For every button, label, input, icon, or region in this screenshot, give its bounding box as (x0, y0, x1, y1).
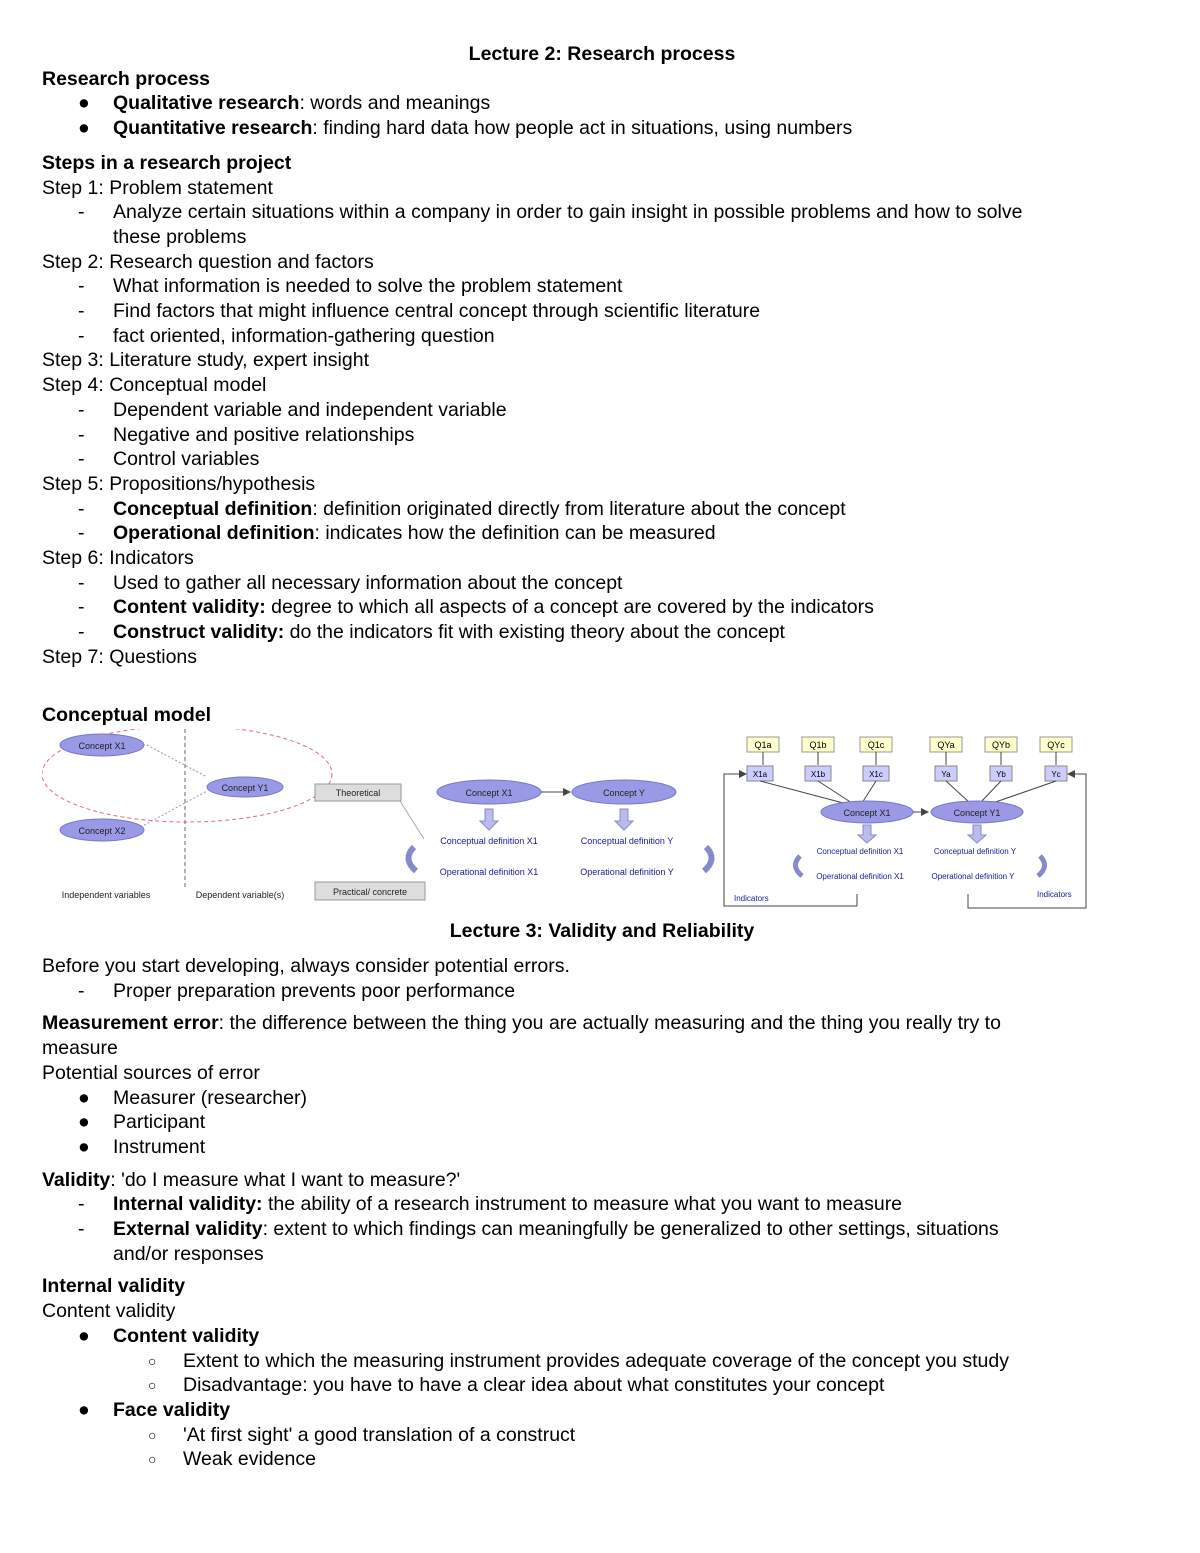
sub-list-item: ○ Disadvantage: you have to have a clear idea about what constitutes your concept (148, 1374, 885, 1397)
list-item: - fact oriented, information-gathering question (78, 324, 495, 347)
steps-heading: Steps in a research project (42, 151, 292, 174)
concept-x2-label: Concept X2 (78, 826, 126, 837)
concept-y-label: Concept Y (603, 788, 645, 799)
list-item: - Find factors that might influence central concept through scientific literature (78, 300, 761, 323)
list-item-continuation: these problems (113, 225, 247, 248)
concept-y1-label: Concept Y1 (221, 783, 269, 794)
measurement-error-cont: measure (42, 1037, 118, 1060)
curved-arrow-icon (1038, 856, 1045, 876)
list-item: - External validity: extent to which findings can meaningfully be generalized to other settings, situations (78, 1218, 999, 1241)
operational-def-x1: Operational definition X1 (816, 872, 904, 882)
theoretical-label: Theoretical (335, 788, 381, 799)
list-item: - Operational definition: indicates how the definition can be measured (78, 522, 716, 545)
list-item: - Content validity: degree to which all aspects of a concept are covered by the indicators (78, 596, 874, 619)
research-process-heading: Research process (42, 67, 211, 90)
measurement-error: Measurement error: the difference between the thing you are actually measuring and the thing you really try to (42, 1012, 1001, 1035)
operational-def-y: Operational definition Y (931, 872, 1015, 882)
intro-text: Before you start developing, always consider potential errors. (42, 954, 570, 977)
list-item-continuation: and/or responses (113, 1242, 264, 1265)
list-item: - Analyze certain situations within a company in order to gain insight in possible problems and how to solve (78, 201, 1023, 224)
list-item: ● Face validity (78, 1398, 231, 1421)
q-box-label: QYc (1047, 740, 1065, 751)
diagram-definitions (315, 780, 712, 900)
q-box-label: Q1b (809, 740, 827, 751)
list-item: ● Instrument (78, 1135, 206, 1158)
x-box-label: X1a (752, 770, 768, 780)
list-item: - Construct validity: do the indicators fit with existing theory about the concept (78, 621, 785, 644)
list-item: - Proper preparation prevents poor performance (78, 979, 516, 1002)
conceptual-def-y: Conceptual definition Y (580, 836, 674, 847)
list-item: - Used to gather all necessary information about the concept (78, 571, 623, 594)
curved-arrow-icon (704, 847, 712, 871)
step-7: Step 7: Questions (42, 645, 198, 668)
practical-label: Practical/ concrete (332, 887, 408, 898)
list-item: ● Measurer (researcher) (78, 1086, 307, 1109)
lecture3-title: Lecture 3: Validity and Reliability (449, 920, 755, 943)
list-item: ● Quantitative research: finding hard data how people act in situations, using numbers (78, 117, 853, 140)
step-5: Step 5: Propositions/hypothesis (42, 472, 316, 495)
indicators-left-label: Indicators (734, 894, 769, 904)
step-3: Step 3: Literature study, expert insight (42, 349, 369, 372)
sub-list-item: ○ 'At first sight' a good translation of a construct (148, 1423, 576, 1446)
x-box-label: X1b (810, 770, 826, 780)
y-box-label: Ya (941, 770, 951, 780)
down-arrow-icon (968, 825, 986, 843)
list-item: - What information is needed to solve the problem statement (78, 275, 623, 298)
conceptual-model-heading: Conceptual model (42, 703, 212, 726)
y-box-label: Yb (996, 770, 1006, 780)
diagram-independent-dependent (42, 729, 332, 900)
conceptual-def-x1: Conceptual definition X1 (440, 836, 538, 847)
list-item: - Internal validity: the ability of a research instrument to measure what you want to measure (78, 1193, 903, 1216)
list-item: ● Participant (78, 1111, 206, 1134)
y-box-label: Yc (1051, 770, 1061, 780)
step-1: Step 1: Problem statement (42, 176, 273, 199)
indicators-right-label: Indicators (1037, 890, 1072, 900)
lecture2-title: Lecture 2: Research process (468, 43, 736, 65)
conceptual-model-svg (42, 729, 1162, 919)
list-item: ● Content validity (78, 1324, 260, 1347)
down-arrow-icon (858, 825, 876, 843)
q-box-label: QYb (991, 740, 1011, 751)
sources-heading: Potential sources of error (42, 1061, 260, 1084)
step-4: Step 4: Conceptual model (42, 374, 267, 397)
content-validity-sub: Content validity (42, 1300, 176, 1323)
dependent-label: Dependent variable(s) (195, 890, 285, 901)
q-box-label: Q1a (754, 740, 772, 751)
conceptual-def-x1: Conceptual definition X1 (816, 847, 904, 857)
conceptual-def-y: Conceptual definition Y (933, 847, 1017, 857)
sub-list-item: ○ Weak evidence (148, 1448, 316, 1471)
down-arrow-icon (615, 809, 633, 830)
independent-label: Independent variables (61, 890, 151, 901)
sub-list-item: ○ Extent to which the measuring instrument provides adequate coverage of the concept you study (148, 1349, 1009, 1372)
step-6: Step 6: Indicators (42, 547, 194, 570)
concept-x1-label: Concept X1 (465, 788, 513, 799)
diagram-indicators (724, 737, 1086, 908)
curved-arrow-icon (408, 847, 416, 871)
q-box-label: QYa (937, 740, 955, 751)
down-arrow-icon (480, 809, 498, 830)
list-item: ● Qualitative research: words and meanings (78, 92, 491, 115)
internal-validity-heading: Internal validity (42, 1275, 186, 1298)
curved-arrow-icon (795, 856, 802, 876)
list-item: - Conceptual definition: definition originated directly from literature about the concept (78, 497, 846, 520)
concept-x1-label: Concept X1 (843, 808, 891, 819)
q-box-label: Q1c (867, 740, 885, 751)
conceptual-model-figures (42, 729, 1162, 919)
operational-def-x1: Operational definition X1 (439, 867, 539, 878)
list-item: - Negative and positive relationships (78, 423, 415, 446)
concept-y1-label: Concept Y1 (953, 808, 1001, 819)
document-page (42, 42, 1162, 1472)
validity-definition: Validity: 'do I measure what I want to measure?' (42, 1168, 461, 1191)
list-item: - Dependent variable and independent variable (78, 398, 507, 421)
x-box-label: X1c (869, 770, 883, 780)
list-item: - Control variables (78, 448, 260, 471)
operational-def-y: Operational definition Y (580, 867, 674, 878)
step-2: Step 2: Research question and factors (42, 250, 374, 273)
concept-x1-label: Concept X1 (78, 741, 126, 752)
